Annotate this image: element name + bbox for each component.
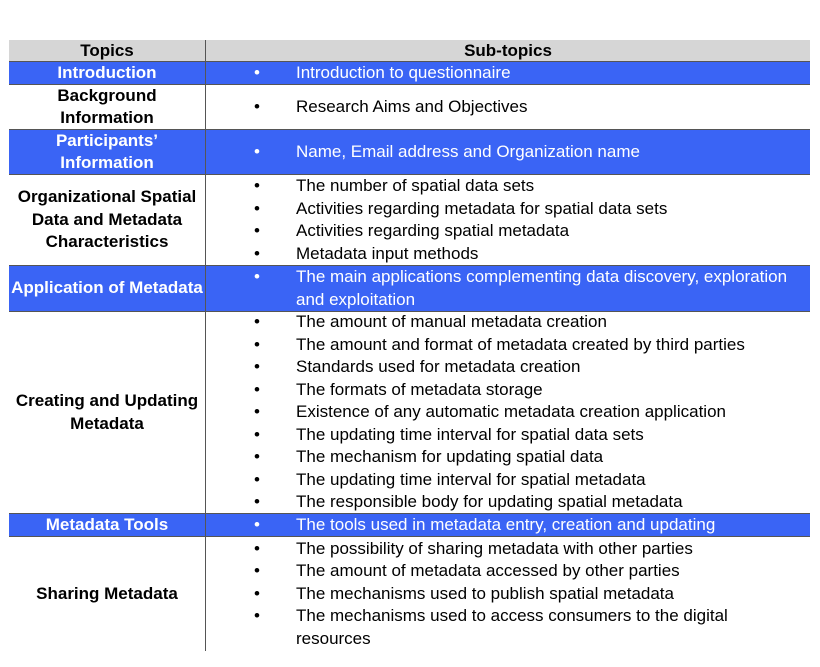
topic-cell: Participants’ Information (9, 130, 206, 174)
topics-header: Topics (9, 40, 206, 61)
topic-cell: Introduction (9, 62, 206, 84)
list-item: • The formats of metadata storage (206, 379, 810, 402)
topic-cell: Metadata Tools (9, 514, 206, 536)
bullet-icon: • (254, 492, 260, 512)
table-row-creating (9, 312, 810, 514)
subtopic-cell (206, 175, 810, 265)
subtopic-cell (206, 85, 810, 129)
bullet-icon: • (254, 267, 260, 286)
list-item: • The amount of manual metadata creation (206, 311, 810, 334)
list-item: • Name, Email address and Organization name (206, 141, 810, 164)
bullet-icon: • (254, 583, 260, 603)
bullet-icon: • (254, 469, 260, 489)
list-item: • The number of spatial data sets (206, 175, 810, 198)
subtopic-cell (206, 312, 810, 513)
bullet-icon: • (254, 424, 260, 444)
bullet-icon: • (254, 561, 260, 581)
list-item: • The updating time interval for spatial data sets (206, 424, 810, 447)
table-row-tools (9, 514, 810, 537)
bullet-icon: • (254, 357, 260, 377)
list-item: • Existence of any automatic metadata creation application (206, 401, 810, 424)
list-item: • Standards used for metadata creation (206, 356, 810, 379)
list-item: • The mechanism for updating spatial data (206, 446, 810, 469)
bullet-icon: • (254, 243, 260, 263)
bullet-icon: • (254, 334, 260, 354)
table-row-background (9, 85, 810, 130)
bullet-icon: • (254, 96, 260, 116)
topic-cell: Application of Metadata (9, 266, 206, 311)
bullet-icon: • (254, 312, 260, 332)
list-item: • Metadata input methods (206, 243, 810, 266)
bullet-icon: • (254, 538, 260, 558)
list-item: • The mechanisms used to access consumers to the digital resources (206, 605, 810, 650)
subtopic-cell (206, 537, 810, 651)
list-item: • The updating time interval for spatial metadata (206, 469, 810, 492)
bullet-icon: • (254, 447, 260, 467)
list-item: • The tools used in metadata entry, creation and updating (206, 514, 810, 537)
bullet-icon: • (254, 141, 260, 161)
table-row-application (9, 266, 810, 312)
table-row-participants (9, 130, 810, 175)
subtopic-cell (206, 62, 810, 84)
topic-cell: Creating and Updating Metadata (9, 312, 206, 513)
list-item: • Activities regarding metadata for spatial data sets (206, 198, 810, 221)
subtopic-cell (206, 266, 810, 311)
list-item: • The mechanisms used to publish spatial metadata (206, 583, 810, 606)
bullet-icon: • (254, 514, 260, 534)
table-row-introduction (9, 62, 810, 85)
bullet-icon: • (254, 176, 260, 195)
subtopic-cell (206, 130, 810, 174)
list-item: • The amount and format of metadata created by third parties (206, 334, 810, 357)
list-item: • The possibility of sharing metadata with other parties (206, 538, 810, 561)
bullet-icon: • (254, 221, 260, 240)
bullet-icon: • (254, 62, 260, 82)
topic-cell: Sharing Metadata (9, 537, 206, 651)
list-item: • The amount of metadata accessed by other parties (206, 560, 810, 583)
subtopic-cell (206, 514, 810, 536)
list-item: • Research Aims and Objectives (206, 96, 810, 119)
table-row-organizational (9, 175, 810, 266)
bullet-icon: • (254, 379, 260, 399)
topics-table (9, 40, 810, 651)
table-header (9, 40, 810, 62)
list-item: • The responsible body for updating spatial metadata (206, 491, 810, 514)
list-item: • Introduction to questionnaire (206, 62, 810, 85)
list-item: • Activities regarding spatial metadata (206, 220, 810, 243)
list-item: • The main applications complementing data discovery, exploration and exploitation (206, 266, 810, 311)
bullet-icon: • (254, 198, 260, 218)
topic-cell: Organizational Spatial Data and Metadata Characteristics (9, 175, 206, 265)
topic-cell: Background Information (9, 85, 206, 129)
bullet-icon: • (254, 606, 260, 626)
subtopics-header: Sub-topics (464, 40, 552, 60)
table-row-sharing (9, 537, 810, 651)
bullet-icon: • (254, 402, 260, 422)
